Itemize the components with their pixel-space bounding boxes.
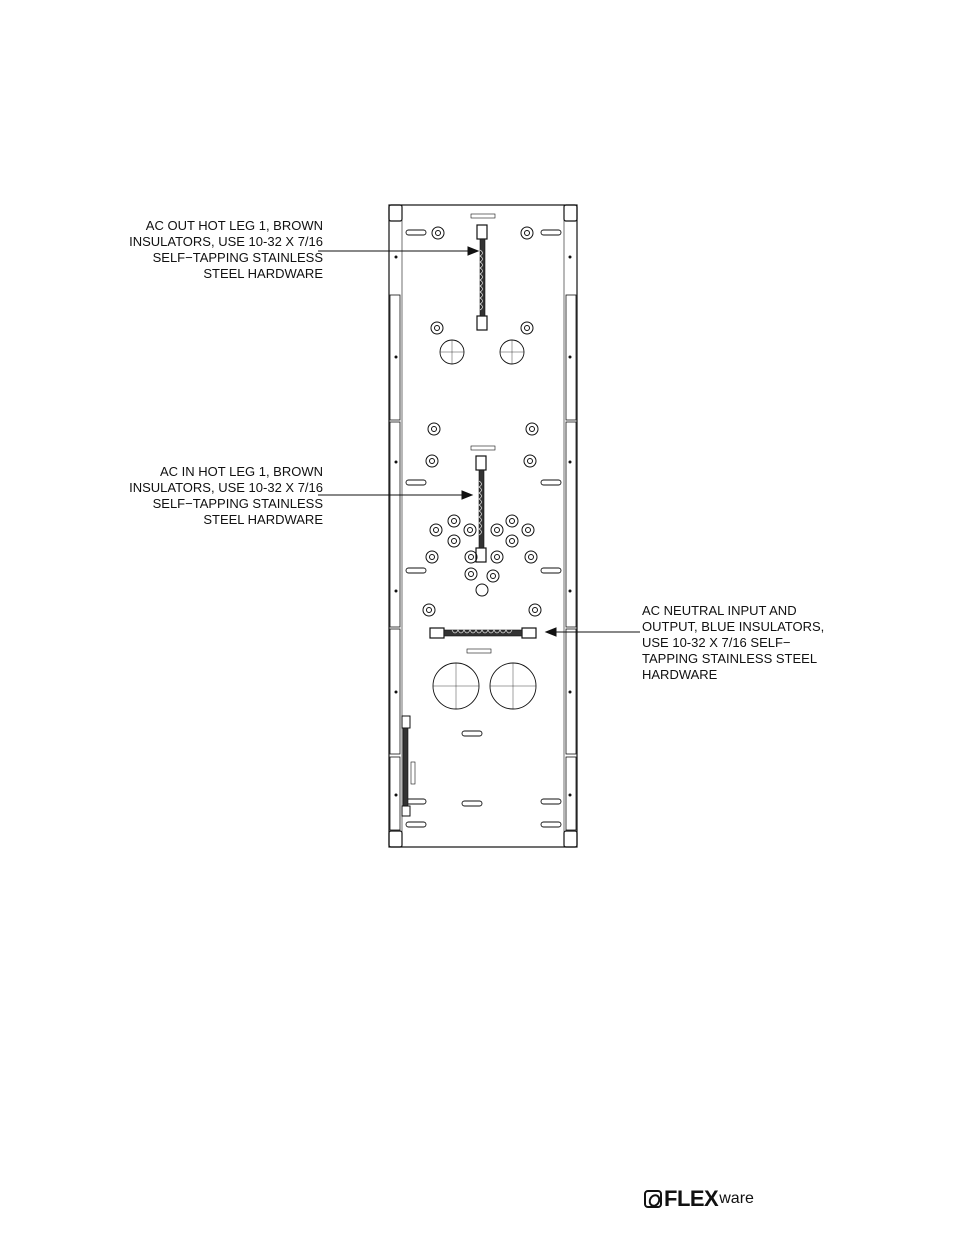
logo-suffix-text: ware bbox=[719, 1190, 754, 1207]
bus-bar-side bbox=[402, 716, 410, 816]
flexware-logo-mark-icon bbox=[644, 1190, 662, 1208]
knockouts bbox=[433, 340, 536, 709]
bus-bar-neutral bbox=[430, 628, 536, 638]
callout-ac-in-hot-leg: AC IN HOT LEG 1, BROWN INSULATORS, USE 10-32 X 7/16 SELF−TAPPING STAINLESS STEEL HARDWARE bbox=[129, 464, 323, 527]
callout-ac-out-hot-leg: AC OUT HOT LEG 1, BROWN INSULATORS, USE 10-32 X 7/16 SELF−TAPPING STAINLESS STEEL HARDWARE bbox=[129, 218, 323, 281]
bus-bar-in-hot bbox=[476, 456, 486, 562]
bus-bar-out-hot bbox=[477, 225, 487, 330]
leader-lines bbox=[318, 247, 640, 636]
logo-brand-text: FLEX bbox=[664, 1186, 719, 1211]
callout-ac-neutral: AC NEUTRAL INPUT AND OUTPUT, BLUE INSULATORS, USE 10-32 X 7/16 SELF− TAPPING STAINLESS STEEL HARDWARE bbox=[642, 603, 825, 682]
flexware-logo bbox=[644, 1186, 754, 1212]
